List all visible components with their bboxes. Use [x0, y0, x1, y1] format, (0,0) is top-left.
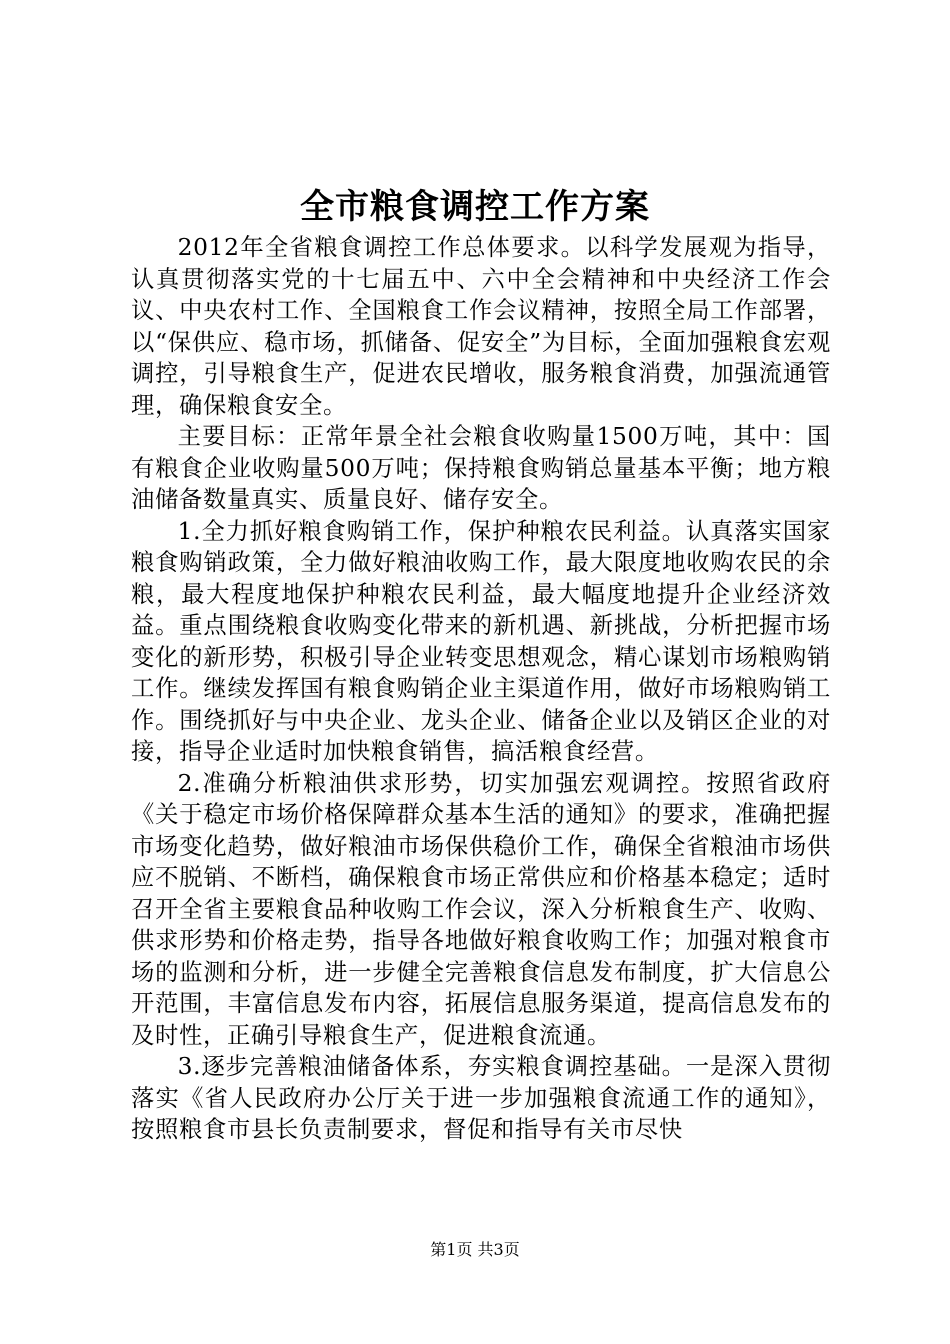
paragraph-main-targets: 主要目标：正常年景全社会粮食收购量1500万吨，其中：国有粮食企业收购量500万吨；保持粮食购销总量基本平衡；地方粮油储备数量真实、质量良好、储存安全。	[131, 423, 831, 513]
paragraph-overall-requirements: 2012年全省粮食调控工作总体要求。以科学发展观为指导，认真贯彻落实党的十七届五中、六中全会精神和中央经济工作会议、中央农村工作、全国粮食工作会议精神，按照全局工作部署，以“保供应、稳市场，抓储备、促安全”为目标，全面加强粮食宏观调控，引导粮食生产，促进农民增收，服务粮食消费，加强流通管理，确保粮食安全。	[131, 234, 831, 419]
paragraph-item-3: 3.逐步完善粮油储备体系，夯实粮食调控基础。一是深入贯彻落实《省人民政府办公厅关于进一步加强粮食流通工作的通知》，按照粮食市县长负责制要求，督促和指导有关市尽快	[131, 1053, 831, 1143]
paragraph-item-1: 1.全力抓好粮食购销工作，保护种粮农民利益。认真落实国家粮食购销政策，全力做好粮油收购工作，最大限度地收购农民的余粮，最大程度地保护种粮农民利益，最大幅度地提升企业经济效益。重点围绕粮食收购变化带来的新机遇、新挑战，分析把握市场变化的新形势，积极引导企业转变思想观念，精心谋划市场粮购销工作。继续发挥国有粮食购销企业主渠道作用，做好市场粮购销工作。围绕抓好与中央企业、龙头企业、储备企业以及销区企业的对接，指导企业适时加快粮食销售，搞活粮食经营。	[131, 517, 831, 765]
page-footer: 第1页 共3页	[430, 1240, 520, 1259]
document-title: 全市粮食调控工作方案	[300, 187, 650, 227]
document-body	[131, 232, 831, 1146]
paragraph-item-2: 2.准确分析粮油供求形势，切实加强宏观调控。按照省政府《关于稳定市场价格保障群众基本生活的通知》的要求，准确把握市场变化趋势，做好粮油市场保供稳价工作，确保全省粮油市场供应不脱销、不断档，确保粮食市场正常供应和价格基本稳定；适时召开全省主要粮食品种收购工作会议，深入分析粮食生产、收购、供求形势和价格走势，指导各地做好粮食收购工作；加强对粮食市场的监测和分析，进一步健全完善粮食信息发布制度，扩大信息公开范围，丰富信息发布内容，拓展信息服务渠道，提高信息发布的及时性，正确引导粮食生产，促进粮食流通。	[131, 769, 831, 1049]
